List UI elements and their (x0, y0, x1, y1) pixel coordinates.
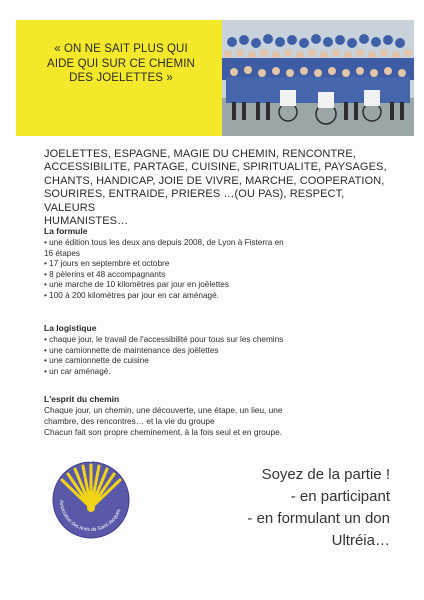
esprit-line: Chaque jour, un chemin, une découverte, une étape, un lieu, une (44, 405, 283, 415)
cta-line: - en formulant un don (247, 510, 390, 527)
formule-heading: La formule (44, 226, 88, 236)
quote-text (36, 42, 206, 86)
cta-line: Soyez de la partie ! (261, 466, 390, 483)
logistique-heading: La logistique (44, 323, 97, 333)
keywords-line: HUMANISTES… (44, 215, 129, 228)
keywords-line: CHANTS, HANDICAP, JOIE DE VIVRE, MARCHE, COOPERATION, (44, 174, 385, 187)
keywords-line: ACCESSIBILITE, PARTAGE, CUISINE, SPIRITUALITE, PAYSAGES, (44, 161, 387, 174)
keywords-line: SOURIRES, ENTRAIDE, PRIERES …(OU PAS), RESPECT, VALEURS (44, 188, 345, 214)
quote-line: « ON NE SAIT PLUS QUI (54, 43, 188, 55)
esprit-paragraph (44, 405, 390, 438)
scallop-shell-logo-icon (50, 450, 132, 542)
list-item: • une camionnette de cuisine (44, 356, 384, 367)
logo-top-text: Rhône-Alpes (72, 457, 113, 464)
esprit-heading: L'esprit du chemin (44, 394, 120, 404)
cta-line: - en participant (290, 488, 390, 505)
list-item: • une marche de 10 kilomètres par jour en joëlettes (44, 280, 384, 291)
list-item: • chaque jour, le travail de l'accessibilité pour tous sur les chemins (44, 335, 384, 346)
formule-list (44, 238, 384, 302)
quote-line: AIDE QUI SUR CE CHEMIN (47, 57, 195, 70)
keywords-line: JOELETTES, ESPAGNE, MAGIE DU CHEMIN, RENCONTRE, (44, 148, 356, 160)
cta-line: Ultréia… (331, 532, 390, 549)
list-item-continuation: 16 étapes (44, 248, 80, 258)
logo-ring-text: Association des Amis de Saint-Jacques (57, 499, 123, 534)
quote-panel (16, 20, 222, 136)
association-logo (50, 450, 132, 542)
esprit-line: Chacun fait son propre cheminement, à la fois seul et en groupe. (44, 427, 282, 437)
list-item: • un car aménagé. (44, 367, 384, 378)
quote-line: DES JOELETTES » (69, 72, 173, 84)
group-photo-illustration (222, 20, 414, 136)
list-item: • une camionnette de maintenance des joëlettes (44, 346, 384, 357)
header-banner (16, 20, 414, 136)
list-item: • une édition tous les deux ans depuis 2008, de Lyon à Fisterra en (44, 238, 384, 249)
call-to-action (190, 464, 390, 552)
list-item: • 100 à 200 kilomètres par jour en car aménagé. (44, 291, 384, 302)
list-item: • 17 jours en septembre et octobre (44, 259, 384, 270)
list-item: • 8 pèlerins et 48 accompagnants (44, 270, 384, 281)
logistique-list (44, 335, 384, 377)
keywords-block (44, 148, 388, 228)
esprit-line: chambre, des rencontres… et la vie du groupe (44, 416, 215, 426)
group-photo (222, 20, 414, 136)
